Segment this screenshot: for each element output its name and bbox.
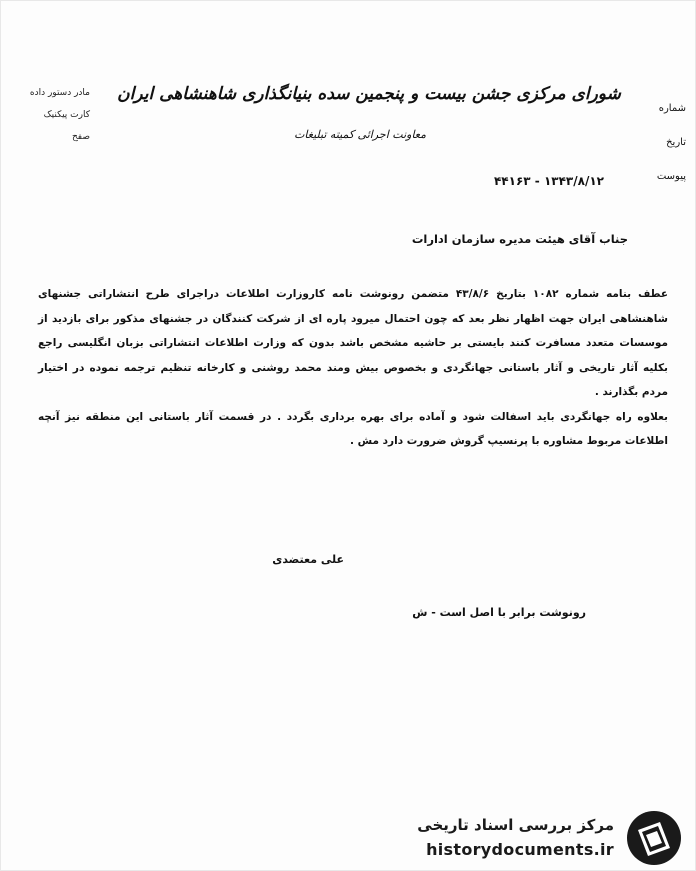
letter-number: ۱۳۴۳/۸/۱۲ - ۴۴۱۶۳ [493,174,604,188]
archive-logo-icon [624,808,684,868]
body-paragraph: بعلاوه راه جهانگردی باید اسفالت شود و آماده برای بهره برداری بگردد . در قسمت آثار باستانی این منطقه نیز آنچه اطلاعات مربوط مشاوره با پرنسیپ گروش ضرورت دارد مش . [38,410,668,447]
watermark-title: مرکز بررسی اسناد تاریخی [417,816,614,834]
letter-body [38,282,668,454]
attachment-label: پیوست [656,171,686,182]
addressee-line: جناب آقای هیئت مدیره سازمان ادارات [411,232,628,246]
signature-name: علی معتضدی [272,553,344,566]
left-note-line: کارت پیکنیک [43,110,90,120]
left-margin-note [20,82,90,148]
watermark-logo [384,808,684,868]
organization-title: شورای مرکزی جشن بیست و پنجمین سده بنیانگذاری شاهنشاهی ایران [117,84,621,104]
number-label: شماره [658,103,686,114]
letterhead-field-labels [642,92,686,194]
date-label: تاریخ [666,137,686,148]
watermark-url: historydocuments.ir [426,840,614,859]
left-note-line: مادر دستور داده [29,88,90,98]
copy-certification: رونوشت برابر با اصل است - ش [412,606,586,619]
left-note-line: صفح [71,132,90,142]
body-paragraph: عطف بنامه شماره ۱۰۸۲ بتاریخ ۴۳/۸/۶ متضمن رونوشت نامه کاروزارت اطلاعات دراجرای طرح انتشاراتی جشنهای شاهنشاهی ایران جهت اظهار نظر بعد که چون احتمال میرود پاره ای از شرکت کنندگان در جشنهای مذکور برای بازدید از موسسات متعدد مسافرت کنند بایستی بر حاشیه مشخص باشد بدون که وزارت اطلاعات انتشاراتی بزبان انگلیسی راجع بکلیه آثار تاریخی و آثار باستانی جهانگردی و بخصوص بیش ومند محمد روشنی و کارخانه تنظیم ترجمه نموده در اختیار مردم بگذارند . [38,288,668,398]
organization-subtitle: معاونت اجرائی کمیته تبلیغات [294,128,426,141]
